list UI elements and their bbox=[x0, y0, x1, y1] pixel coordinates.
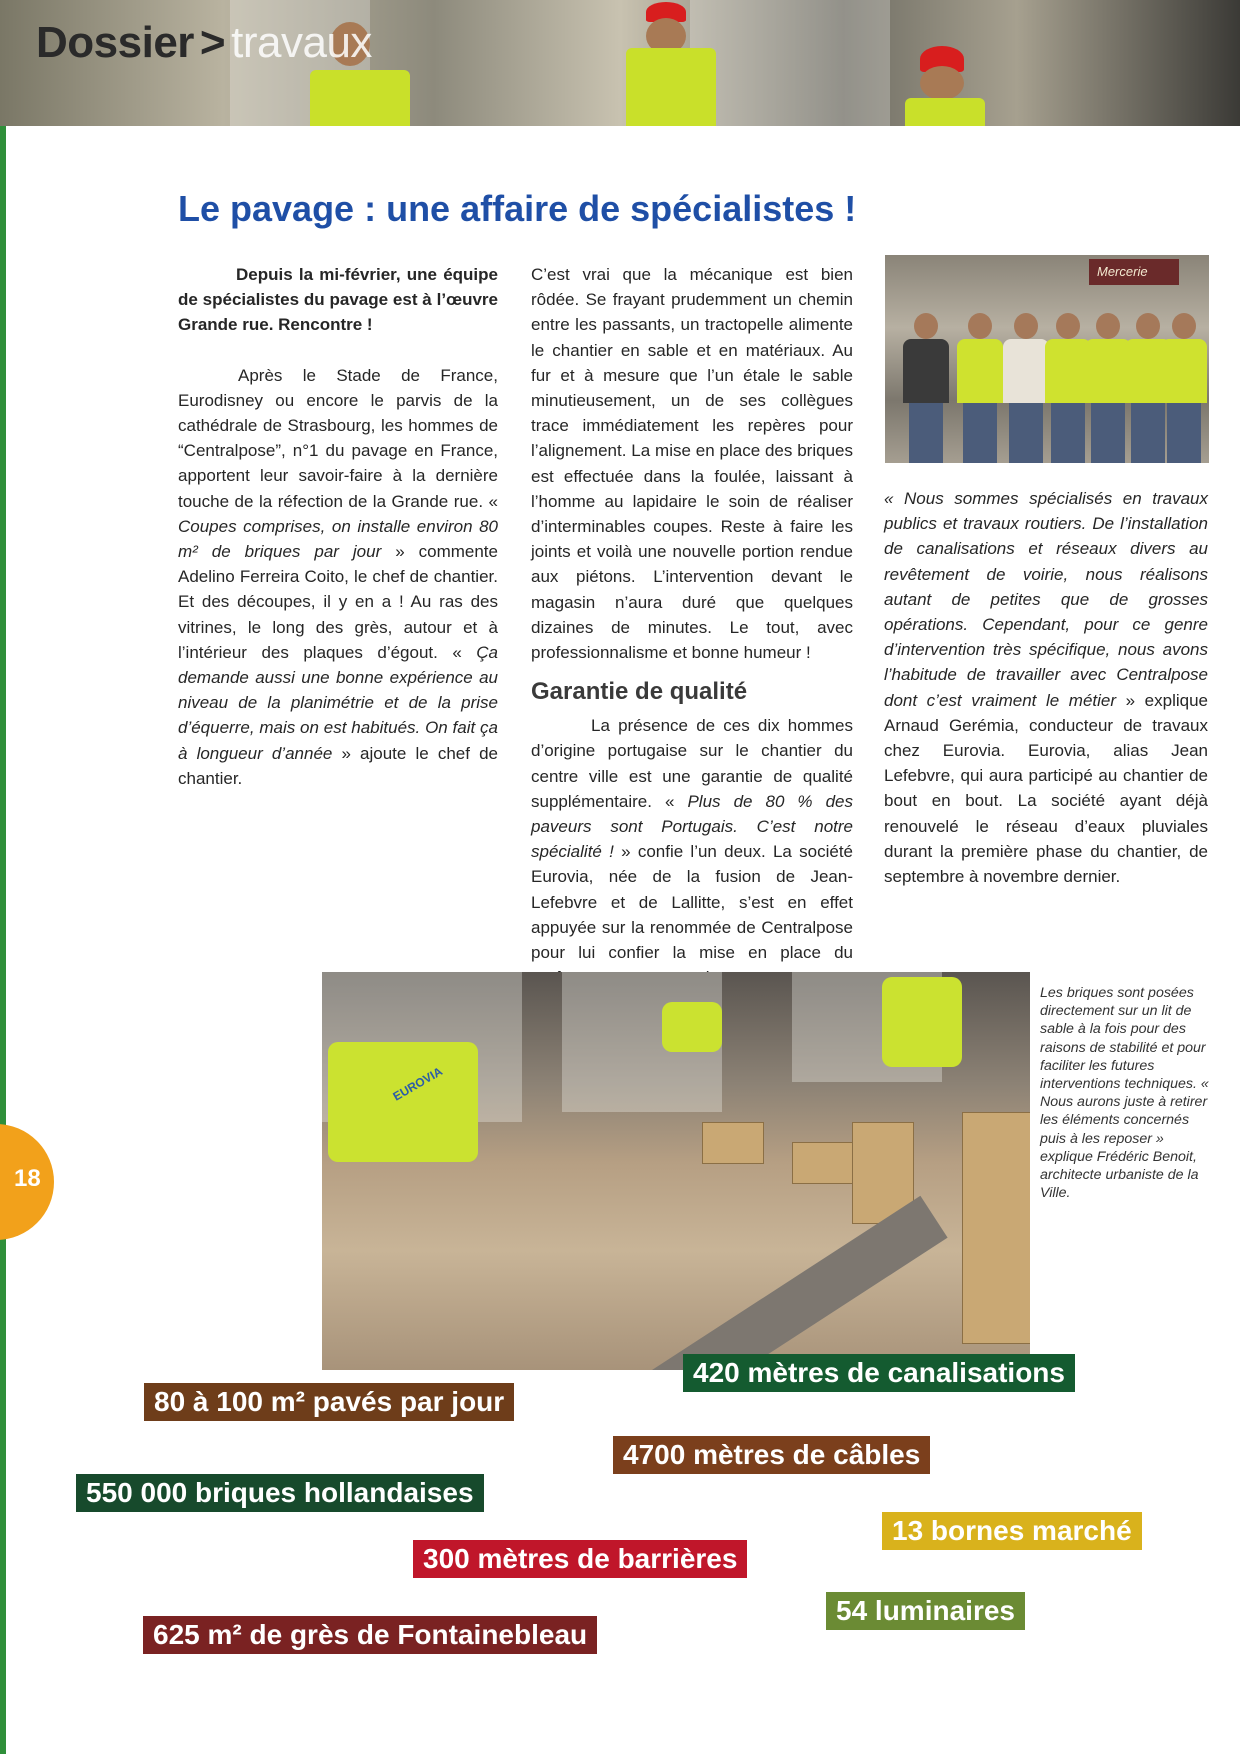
paragraph-1 bbox=[178, 363, 498, 791]
team-photo bbox=[885, 255, 1209, 463]
article-title: Le pavage : une affaire de spécialistes ! bbox=[178, 188, 857, 229]
subsection-name: travaux bbox=[231, 18, 372, 67]
article-lead: Depuis la mi-février, une équipe de spécialistes du pavage est à l’œuvre Grande rue. Rencontre ! bbox=[178, 265, 498, 335]
stat-gres: 625 m² de grès de Fontainebleau bbox=[143, 1616, 597, 1654]
stat-canalisations: 420 mètres de canalisations bbox=[683, 1354, 1075, 1392]
shop-sign bbox=[1089, 259, 1179, 285]
section-name: Dossier bbox=[36, 18, 194, 67]
subheading-garantie: Garantie de qualité bbox=[531, 678, 748, 706]
paragraph-1-text-a: Après le Stade de France, Eurodisney ou encore le parvis de la cathédrale de Strasbourg, les hommes de “Centralpose”, n°1 du pavage en France, apportent leur savoir-faire à la dernière touche de la réfection de la Grande rue. « bbox=[178, 365, 498, 511]
vest-logo-text: EUROVIA bbox=[390, 1064, 445, 1104]
quote-paveur: Plus de 80 % des paveurs sont Portugais. C’est notre spécialité ! bbox=[531, 791, 853, 862]
page-number: 18 bbox=[14, 1165, 41, 1192]
photo-caption: Les briques sont posées directement sur un lit de sable à la fois pour des raisons de stabilité et pour faciliter les futures interventions techniques. « Nous aurons juste à retirer les éléments concernés puis à les reposer » explique Frédéric Benoit, architecte urbaniste de la Ville. bbox=[1040, 985, 1209, 1202]
paragraph-3-text-b: » confie l’un deux. La société Eurovia, née de la fusion de Jean-Lefebvre et de Lallitte, s’est en effet appuyée sur la renommée de Centralpose pour lui confier la mise en place du bbox=[531, 842, 854, 963]
section-label bbox=[36, 18, 372, 68]
stat-briques: 550 000 briques hollandaises bbox=[76, 1474, 484, 1512]
stat-cables: 4700 mètres de câbles bbox=[613, 1436, 930, 1474]
quote-chef-2: Ça demande aussi une bonne expérience au niveau de la planimétrie et de la prise d’équerre, mais on est habitués. On fait ça à longueur d’année bbox=[178, 642, 498, 763]
quote-chef-1: Coupes comprises, on installe environ 80 m² de briques par jour bbox=[178, 516, 498, 562]
text-column-2 bbox=[531, 262, 853, 990]
stat-luminaires: 54 luminaires bbox=[826, 1592, 1025, 1630]
paragraph-4 bbox=[884, 486, 1208, 889]
stat-paves-par-jour: 80 à 100 m² pavés par jour bbox=[144, 1383, 514, 1421]
shop-sign-text: Mercerie bbox=[1097, 264, 1148, 279]
text-column-1 bbox=[178, 262, 498, 791]
stat-barrieres: 300 mètres de barrières bbox=[413, 1540, 747, 1578]
paragraph-4-text: » explique Arnaud Gerémia, conducteur de travaux chez Eurovia. Eurovia, alias Jean Lefebvre, qui aura participé au chantier de bout en bout. La société ayant déjà renouvelé le réseau d’eaux pluviales durant la première phase du chantier, de septembre à novembre dernier. bbox=[884, 690, 1208, 887]
left-border bbox=[0, 126, 6, 1754]
paragraph-3-text-a: La présence de ces dix hommes d’origine portugaise sur le chantier du centre ville est une garantie de qualité supplémentaire. « bbox=[531, 716, 853, 811]
paragraph-1-text-b: » commente Adelino Ferreira Coito, le chef de chantier. Et des découpes, il y en a ! Au ras des vitrines, le long des grès, autour et à l’intérieur des plaques d’égout. « bbox=[178, 542, 498, 662]
section-separator: > bbox=[199, 18, 226, 67]
paragraph-1-text-c: » ajoute le chef de chantier. bbox=[178, 743, 498, 788]
text-column-3 bbox=[884, 486, 1208, 889]
stat-bornes: 13 bornes marché bbox=[882, 1512, 1142, 1550]
paragraph-3 bbox=[531, 713, 853, 990]
paragraph-2-continued: C’est vrai que la mécanique est bien rôdée. Se frayant prudemment un chemin entre les passants, un tractopelle alimente le chantier en sable et en matériaux. Au fur et à mesure que l’un étale le sable minutieusement, un de ses collègues trace immédiatement les repères pour l’alignement. La mise en place des briques est effectuée dans la foulée, laissant à l’homme au lapidaire le soin de réaliser d’interminables coupes. Reste à faire les joints et voilà une nouvelle portion rendue aux piétons. L’intervention devant le magasin n’aura duré que quelques dizaines de minutes. Le tout, avec professionnalisme et bonne humeur ! bbox=[531, 265, 853, 663]
paving-photo bbox=[322, 972, 1030, 1370]
quote-geremia: « Nous sommes spécialisés en travaux publics et travaux routiers. De l’installation de canalisations et réseaux divers au revêtement de voirie, nous réalisons autant de petites que de grosses opérations. Cependant, pour ce genre d’intervention très spécifique, nous avons l’habitude de travailler avec Centralpose dont c’est vraiment le métier bbox=[884, 489, 1208, 710]
